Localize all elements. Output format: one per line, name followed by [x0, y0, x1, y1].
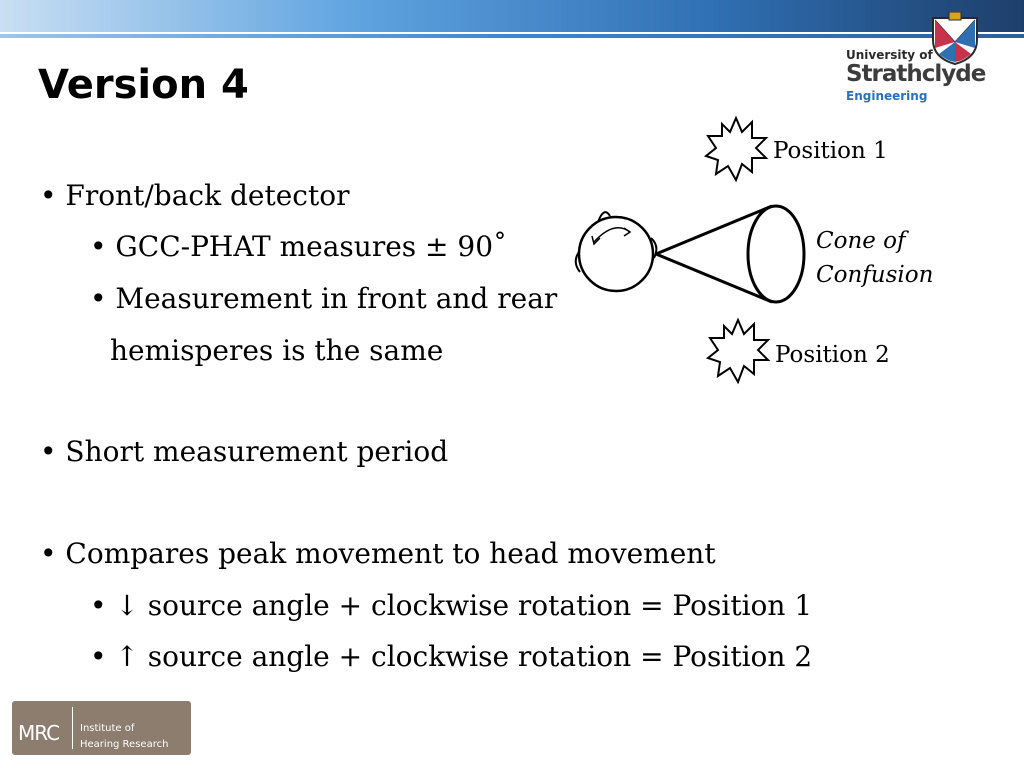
sound-source-1-icon: [706, 118, 766, 180]
mrc-institute-line1: Institute of: [80, 723, 135, 734]
mrc-institute-text: [80, 721, 168, 753]
sound-source-2-icon: [708, 320, 768, 382]
mrc-institute-line2: Hearing Research: [80, 739, 169, 750]
head-icon: [576, 212, 657, 291]
bullet-measurement: • Measurement in front and rear: [90, 282, 558, 315]
bullet-position2-rule: • ↑ source angle + clockwise rotation = Position 2: [90, 640, 813, 673]
strathclyde-logo: [846, 12, 996, 107]
position-1-label: Position 1: [773, 138, 888, 164]
mrc-divider: [72, 707, 73, 749]
bullet-position1-rule: • ↓ source angle + clockwise rotation = Position 1: [90, 589, 813, 622]
bullet-front-back: • Front/back detector: [40, 179, 350, 212]
bullet-compares: • Compares peak movement to head movement: [40, 537, 716, 570]
mrc-ihr-logo: [12, 701, 191, 755]
cone-icon: [656, 206, 804, 302]
logo-university-of: University of: [846, 48, 933, 62]
cone-label-line2: Confusion: [816, 262, 934, 288]
slide-title: Version 4: [38, 62, 249, 108]
cone-of-confusion-diagram: [570, 110, 970, 400]
position-2-label: Position 2: [775, 342, 890, 368]
bullet-measurement-cont: hemisperes is the same: [110, 334, 444, 367]
bullet-gcc-phat: • GCC-PHAT measures ± 90˚: [90, 230, 508, 263]
university-crest-icon: [929, 12, 981, 66]
cone-label-line1: Cone of: [816, 228, 906, 254]
logo-strathclyde: Strathclyde: [846, 61, 986, 87]
bullet-short-period: • Short measurement period: [40, 435, 449, 468]
cone-of-confusion-label: [816, 224, 933, 292]
mrc-text: MRC: [18, 721, 60, 745]
logo-engineering: Engineering: [846, 89, 928, 103]
